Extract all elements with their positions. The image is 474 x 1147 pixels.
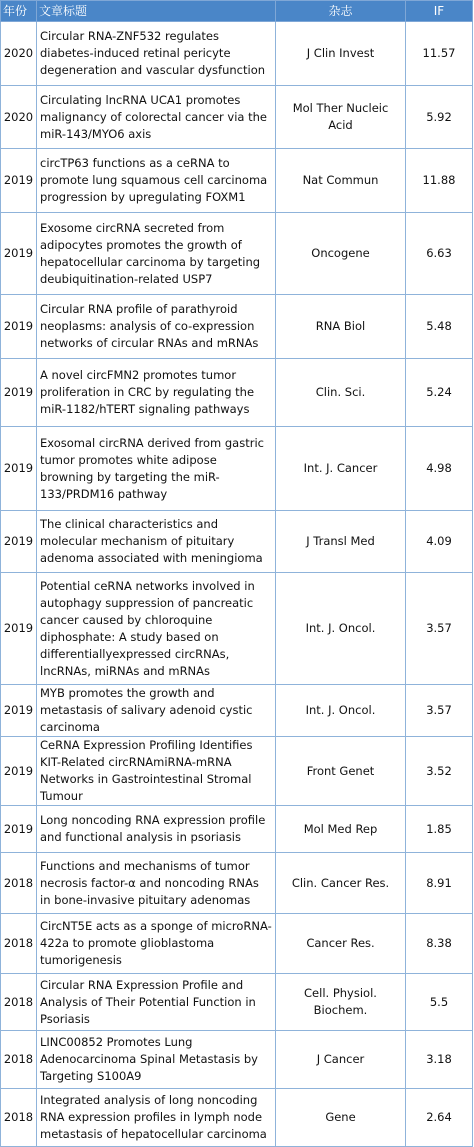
cell-journal: Cell. Physiol. Biochem. bbox=[276, 974, 406, 1031]
cell-year: 2019 bbox=[1, 149, 37, 213]
cell-if: 3.52 bbox=[406, 737, 473, 806]
table-row bbox=[1, 1031, 473, 1089]
cell-title: circTP63 functions as a ceRNA to promote lung squamous cell carcinoma progression by upregulating FOXM1 bbox=[37, 149, 276, 213]
cell-if: 8.91 bbox=[406, 853, 473, 914]
cell-title: Long noncoding RNA expression profile and functional analysis in psoriasis bbox=[37, 806, 276, 853]
cell-journal: Mol Ther Nucleic Acid bbox=[276, 86, 406, 149]
cell-if: 4.09 bbox=[406, 511, 473, 573]
header-if: IF bbox=[406, 1, 473, 22]
table-row bbox=[1, 213, 473, 295]
cell-if: 5.48 bbox=[406, 295, 473, 359]
cell-title: Circular RNA Expression Profile and Analysis of Their Potential Function in Psoriasis bbox=[37, 974, 276, 1031]
header-title: 文章标题 bbox=[37, 1, 276, 22]
cell-year: 2019 bbox=[1, 737, 37, 806]
table-row bbox=[1, 427, 473, 511]
cell-journal: Int. J. Oncol. bbox=[276, 685, 406, 737]
table-row bbox=[1, 359, 473, 427]
cell-year: 2019 bbox=[1, 213, 37, 295]
cell-title: Functions and mechanisms of tumor necrosis factor-α and noncoding RNAs in bone-invasive pituitary adenomas bbox=[37, 853, 276, 914]
cell-journal: J Transl Med bbox=[276, 511, 406, 573]
cell-if: 3.57 bbox=[406, 573, 473, 685]
table-header-row bbox=[1, 1, 473, 22]
table-row bbox=[1, 685, 473, 737]
cell-if: 11.88 bbox=[406, 149, 473, 213]
cell-title: The clinical characteristics and molecular mechanism of pituitary adenoma associated with meningioma bbox=[37, 511, 276, 573]
cell-year: 2019 bbox=[1, 573, 37, 685]
header-year: 年份 bbox=[1, 1, 37, 22]
cell-journal: Gene bbox=[276, 1089, 406, 1147]
cell-year: 2019 bbox=[1, 359, 37, 427]
cell-year: 2018 bbox=[1, 853, 37, 914]
cell-year: 2018 bbox=[1, 1031, 37, 1089]
cell-title: Exosomal circRNA derived from gastric tumor promotes white adipose browning by targeting the miR-133/PRDM16 pathway bbox=[37, 427, 276, 511]
cell-journal: Nat Commun bbox=[276, 149, 406, 213]
cell-journal: Clin. Sci. bbox=[276, 359, 406, 427]
cell-journal: Oncogene bbox=[276, 213, 406, 295]
cell-if: 2.64 bbox=[406, 1089, 473, 1147]
table-row bbox=[1, 295, 473, 359]
cell-title: Integrated analysis of long noncoding RNA expression profiles in lymph node metastasis of hepatocellular carcinoma bbox=[37, 1089, 276, 1147]
cell-journal: Front Genet bbox=[276, 737, 406, 806]
cell-journal: Cancer Res. bbox=[276, 914, 406, 974]
cell-journal: J Clin Invest bbox=[276, 22, 406, 86]
cell-title: Potential ceRNA networks involved in autophagy suppression of pancreatic cancer caused by chloroquine diphosphate: A study based on differentiallyexpressed circRNAs, lncRNAs, miRNAs and mRNAs bbox=[37, 573, 276, 685]
cell-year: 2020 bbox=[1, 22, 37, 86]
table-row bbox=[1, 86, 473, 149]
table-row bbox=[1, 914, 473, 974]
cell-journal: RNA Biol bbox=[276, 295, 406, 359]
cell-title: CeRNA Expression Profiling Identifies KIT-Related circRNAmiRNA-mRNA Networks in Gastrointestinal Stromal Tumour bbox=[37, 737, 276, 806]
cell-title: A novel circFMN2 promotes tumor proliferation in CRC by regulating the miR-1182/hTERT signaling pathways bbox=[37, 359, 276, 427]
cell-if: 5.5 bbox=[406, 974, 473, 1031]
cell-journal: Mol Med Rep bbox=[276, 806, 406, 853]
cell-if: 1.85 bbox=[406, 806, 473, 853]
table-row bbox=[1, 22, 473, 86]
cell-if: 3.18 bbox=[406, 1031, 473, 1089]
cell-journal: Int. J. Cancer bbox=[276, 427, 406, 511]
cell-if: 11.57 bbox=[406, 22, 473, 86]
cell-year: 2020 bbox=[1, 86, 37, 149]
cell-year: 2018 bbox=[1, 914, 37, 974]
cell-title: Circular RNA profile of parathyroid neoplasms: analysis of co-expression networks of circular RNAs and mRNAs bbox=[37, 295, 276, 359]
cell-if: 3.57 bbox=[406, 685, 473, 737]
cell-year: 2018 bbox=[1, 974, 37, 1031]
cell-title: LINC00852 Promotes Lung Adenocarcinoma Spinal Metastasis by Targeting S100A9 bbox=[37, 1031, 276, 1089]
cell-year: 2019 bbox=[1, 295, 37, 359]
cell-if: 8.38 bbox=[406, 914, 473, 974]
header-journal: 杂志 bbox=[276, 1, 406, 22]
table-row bbox=[1, 853, 473, 914]
cell-journal: Int. J. Oncol. bbox=[276, 573, 406, 685]
table-row bbox=[1, 1089, 473, 1147]
cell-journal: Clin. Cancer Res. bbox=[276, 853, 406, 914]
table-row bbox=[1, 806, 473, 853]
cell-year: 2019 bbox=[1, 427, 37, 511]
cell-year: 2019 bbox=[1, 806, 37, 853]
cell-year: 2018 bbox=[1, 1089, 37, 1147]
table-row bbox=[1, 149, 473, 213]
cell-year: 2019 bbox=[1, 685, 37, 737]
cell-if: 6.63 bbox=[406, 213, 473, 295]
cell-title: CircNT5E acts as a sponge of microRNA-422a to promote glioblastoma tumorigenesis bbox=[37, 914, 276, 974]
cell-title: Circular RNA-ZNF532 regulates diabetes-induced retinal pericyte degeneration and vascular dysfunction bbox=[37, 22, 276, 86]
cell-if: 5.92 bbox=[406, 86, 473, 149]
cell-title: MYB promotes the growth and metastasis of salivary adenoid cystic carcinoma bbox=[37, 685, 276, 737]
table-row bbox=[1, 974, 473, 1031]
cell-title: Circulating lncRNA UCA1 promotes malignancy of colorectal cancer via the miR-143/MYO6 axis bbox=[37, 86, 276, 149]
cell-title: Exosome circRNA secreted from adipocytes promotes the growth of hepatocellular carcinoma by targeting deubiquitination-related USP7 bbox=[37, 213, 276, 295]
table-row bbox=[1, 573, 473, 685]
table-row bbox=[1, 511, 473, 573]
cell-if: 5.24 bbox=[406, 359, 473, 427]
table-row bbox=[1, 737, 473, 806]
cell-year: 2019 bbox=[1, 511, 37, 573]
cell-journal: J Cancer bbox=[276, 1031, 406, 1089]
cell-if: 4.98 bbox=[406, 427, 473, 511]
